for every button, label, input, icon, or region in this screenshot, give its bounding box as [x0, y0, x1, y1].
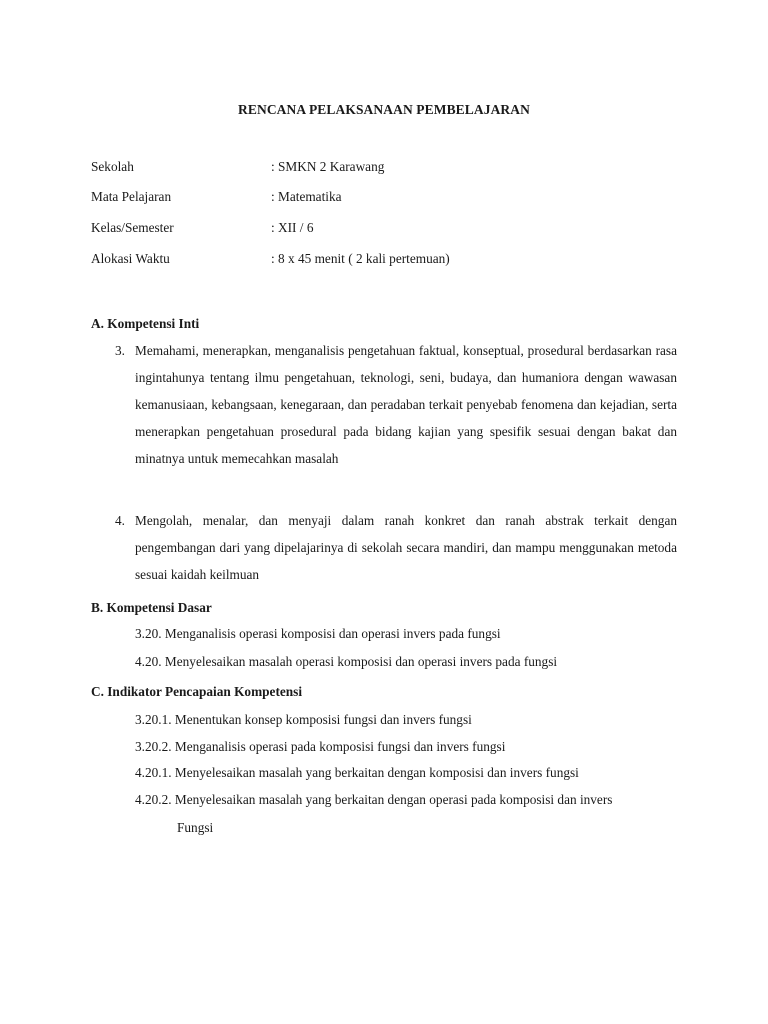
- kd-item: 3.20. Menganalisis operasi komposisi dan operasi invers pada fungsi: [135, 626, 501, 641]
- section-heading-indikator: C. Indikator Pencapaian Kompetensi: [91, 684, 303, 699]
- info-row-kelas-semester: [91, 220, 691, 240]
- info-label: Sekolah: [91, 159, 134, 174]
- ki-item-3: [115, 337, 677, 472]
- info-value: : 8 x 45 menit ( 2 kali pertemuan): [271, 251, 450, 266]
- section-heading-kompetensi-dasar: B. Kompetensi Dasar: [91, 600, 212, 615]
- ipk-item-continuation: Fungsi: [177, 820, 214, 835]
- ipk-item: 4.20.1. Menyelesaikan masalah yang berkaitan dengan komposisi dan invers fungsi: [135, 765, 579, 780]
- ipk-item: 4.20.2. Menyelesaikan masalah yang berkaitan dengan operasi pada komposisi dan invers: [135, 792, 613, 807]
- ki-item-number: 3.: [115, 343, 125, 358]
- info-row-mata-pelajaran: [91, 189, 691, 209]
- ki-item-number: 4.: [115, 513, 125, 528]
- kd-item: 4.20. Menyelesaikan masalah operasi komposisi dan operasi invers pada fungsi: [135, 654, 558, 669]
- section-heading-kompetensi-inti: A. Kompetensi Inti: [91, 316, 200, 331]
- info-value: : SMKN 2 Karawang: [271, 159, 385, 174]
- info-row-alokasi-waktu: [91, 251, 691, 271]
- ki-item-4: [115, 507, 677, 588]
- ki-item-text: Mengolah, menalar, dan menyaji dalam ranah konkret dan ranah abstrak terkait dengan pengembangan dari yang dipelajarinya di sekolah secara mandiri, dan mampu menggunakan metoda sesuai kaidah keilmuan: [135, 513, 677, 582]
- document-title: RENCANA PELAKSANAAN PEMBELAJARAN: [238, 102, 530, 117]
- ki-item-text: Memahami, menerapkan, menganalisis pengetahuan faktual, konseptual, prosedural berdasarkan rasa ingintahunya tentang ilmu pengetahuan, teknologi, seni, budaya, dan humaniora dengan wawasan kemanusiaan, kebangsaan, kenegaraan, dan peradaban terkait penyebab fenomena dan kejadian, serta menerapkan pengetahuan prosedural pada bidang kajian yang spesifik sesuai dengan bakat dan minatnya untuk memecahkan masalah: [135, 343, 677, 466]
- info-label: Alokasi Waktu: [91, 251, 170, 266]
- info-label: Mata Pelajaran: [91, 189, 172, 204]
- ipk-item: 3.20.1. Menentukan konsep komposisi fungsi dan invers fungsi: [135, 712, 472, 727]
- ipk-item: 3.20.2. Menganalisis operasi pada komposisi fungsi dan invers fungsi: [135, 739, 506, 754]
- info-label: Kelas/Semester: [91, 220, 174, 235]
- info-value: : XII / 6: [271, 220, 314, 235]
- info-row-sekolah: [91, 159, 691, 179]
- info-value: : Matematika: [271, 189, 342, 204]
